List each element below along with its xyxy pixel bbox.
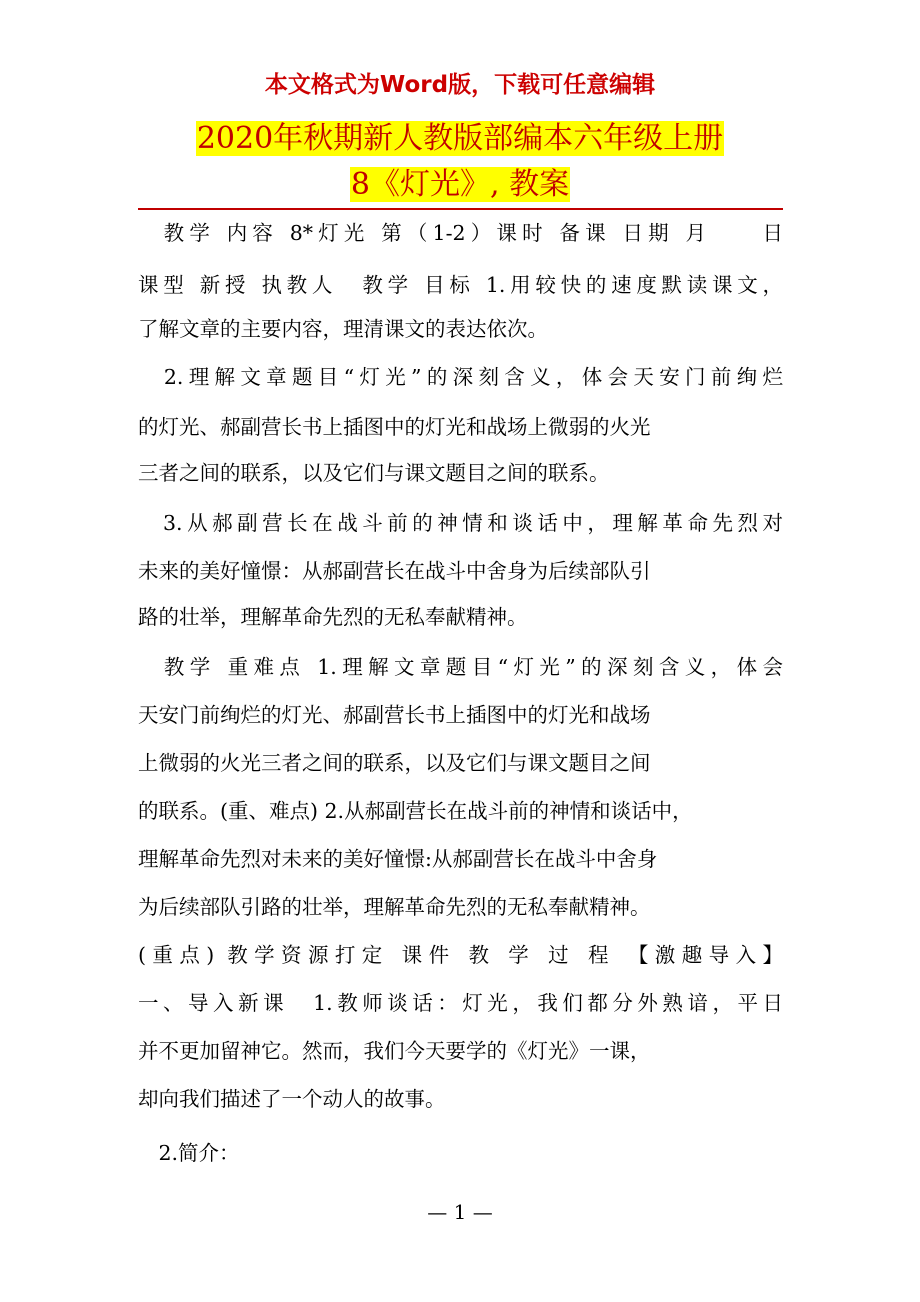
body-line: 3.从郝副营长在战斗前的神情和谈话中，理解革命先烈对 [138,511,783,535]
body-line: (重点) 教学资源打定 课件 教 学 过 程 【激趣导入】 [138,943,783,967]
title-line-1 [0,116,920,162]
body-line: 却向我们描述了一个动人的故事。 [138,1087,446,1111]
body-line: 天安门前绚烂的灯光、郝副营长书上插图中的灯光和战场 [138,703,651,727]
body-line: 未来的美好憧憬：从郝副营长在战斗中舍身为后续部队引 [138,559,651,583]
body-line: 教学 重难点 1.理解文章题目“灯光”的深刻含义，体会 [138,655,783,679]
body-line: 的联系。(重、难点) 2.从郝副营长在战斗前的神情和谈话中， [138,799,693,823]
title-line-2 [0,162,920,208]
body-line: 为后续部队引路的壮举，理解革命先烈的无私奉献精神。 [138,895,651,919]
body-line: 并不更加留神它。然而，我们今天要学的《灯光》一课， [138,1039,651,1063]
body-line: 理解革命先烈对未来的美好憧憬:从郝副营长在战斗中舍身 [138,847,658,871]
body-line: 三者之间的联系，以及它们与课文题目之间的联系。 [138,461,610,485]
body-line: 一、导入新课 1.教师谈话：灯光，我们都分外熟谙，平日 [138,991,783,1015]
body-line: 的灯光、郝副营长书上插图中的灯光和战场上微弱的火光 [138,415,651,439]
page-number: — 1 — [427,1200,493,1224]
body-line: 2.简介： [138,1141,240,1165]
body-line: 教学 内容 8*灯光 第（1-2）课时 备课 日期 月 日 [138,221,783,245]
body-line: 上微弱的火光三者之间的联系，以及它们与课文题目之间 [138,751,651,775]
body-line: 2.理解文章题目“灯光”的深刻含义，体会天安门前绚烂 [138,365,783,389]
format-notice: 本文格式为Word版，下载可任意编辑 [264,72,656,98]
title-divider [138,208,783,210]
body-line: 课型 新授 执教人 教学 目标 1.用较快的速度默读课文， [138,273,783,297]
title-text-2: 8《灯光》, 教案 [350,167,570,202]
body-line: 了解文章的主要内容，理清课文的表达依次。 [138,317,548,341]
body-line: 路的壮举，理解革命先烈的无私奉献精神。 [138,605,528,629]
title-text-1: 2020年秋期新人教版部编本六年级上册 [196,121,724,156]
